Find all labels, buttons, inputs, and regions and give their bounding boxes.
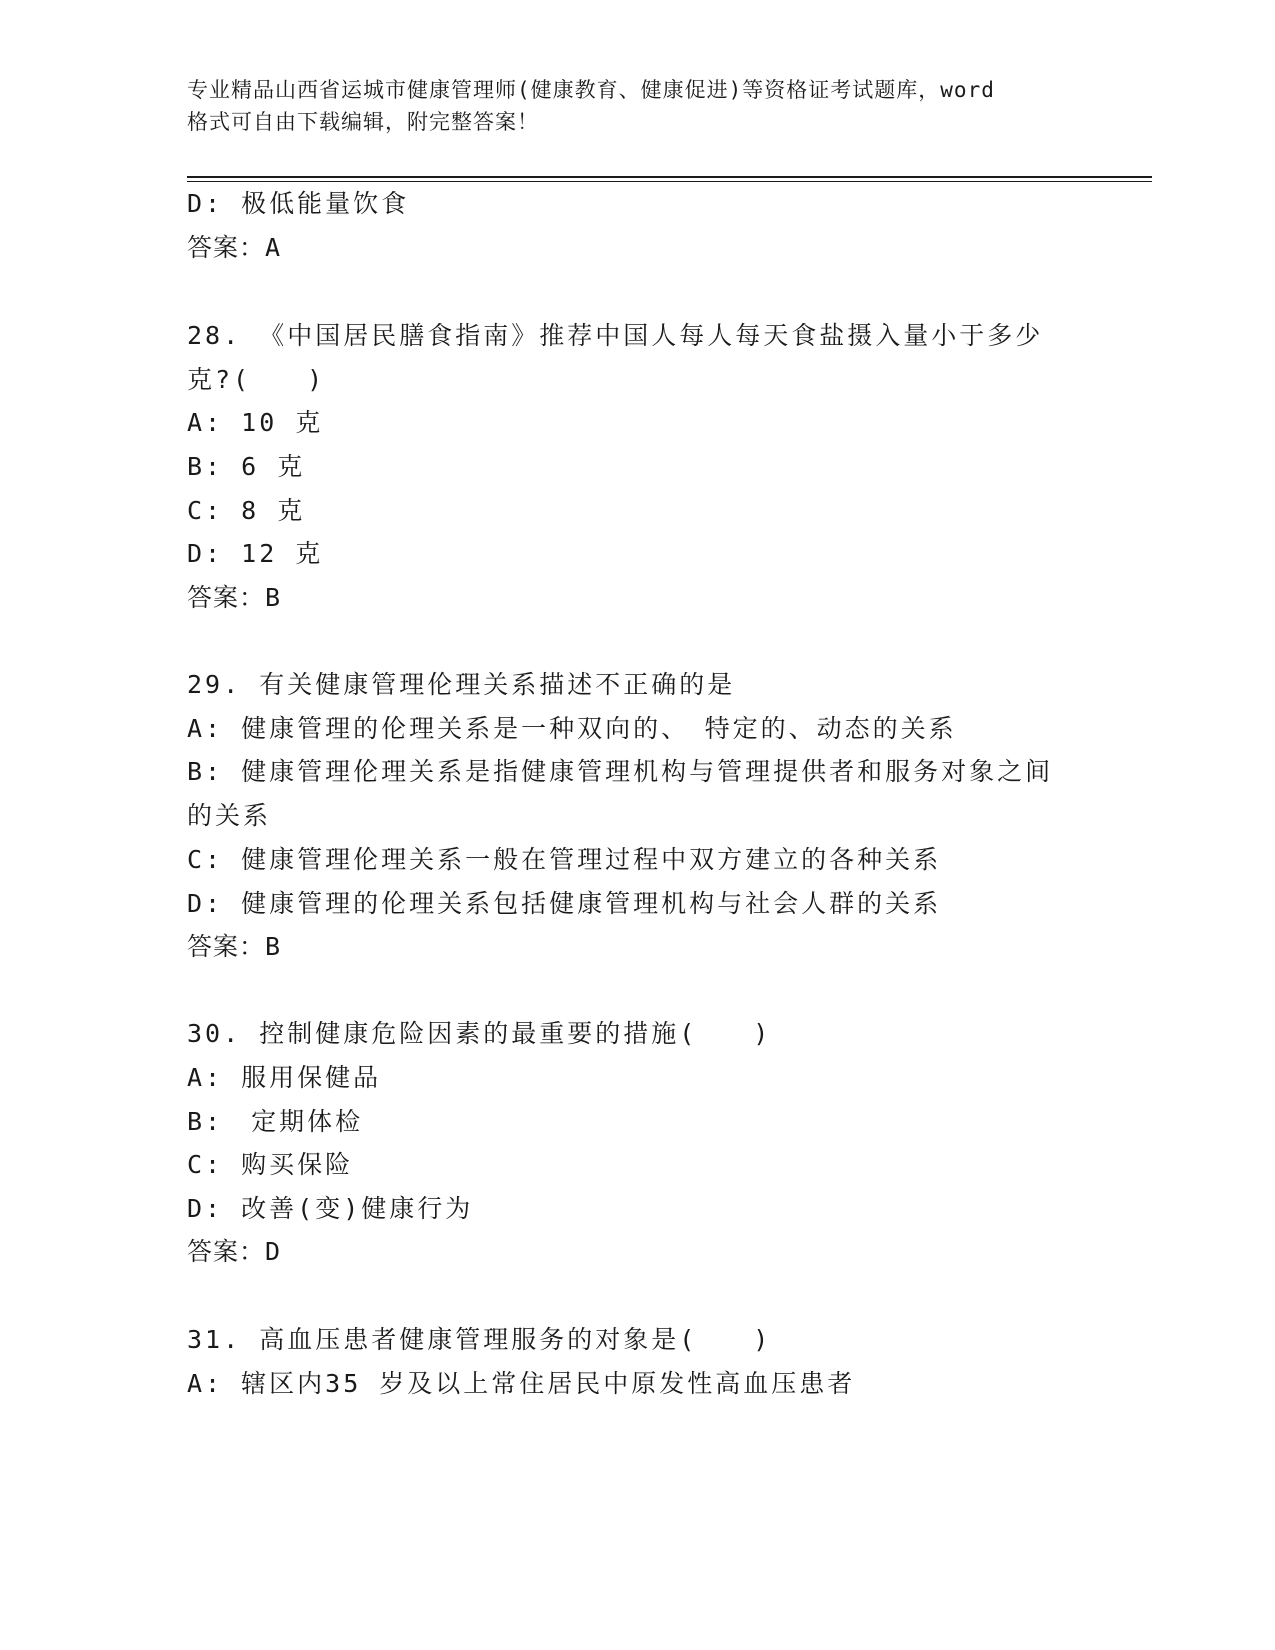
answer-value: B <box>265 583 282 612</box>
question-30-option-c: C: 购买保险 <box>187 1150 354 1179</box>
answer-label: 答案： <box>187 583 266 612</box>
question-28-option-c: C: 8 克 <box>187 496 306 525</box>
header-divider <box>187 176 1152 178</box>
question-28-answer <box>187 580 281 616</box>
answer-value: D <box>265 1237 282 1266</box>
answer-prev <box>187 230 281 266</box>
question-31-option-a: A: 辖区内35 岁及以上常住居民中原发性高血压患者 <box>187 1369 856 1398</box>
answer-label: 答案： <box>187 932 266 961</box>
question-31-stem: 31. 高血压患者健康管理服务的对象是( ) <box>187 1325 772 1354</box>
question-29-option-b: B: 健康管理伦理关系是指健康管理机构与管理提供者和服务对象之间 <box>187 757 1054 786</box>
question-30-option-a: A: 服用保健品 <box>187 1063 382 1092</box>
question-28-stem: 28. 《中国居民膳食指南》推荐中国人每人每天食盐摄入量小于多少 <box>187 321 1044 350</box>
answer-label: 答案： <box>187 233 266 262</box>
question-30-answer <box>187 1234 281 1270</box>
answer-label: 答案： <box>187 1237 266 1266</box>
question-29-option-b-cont: 的关系 <box>187 801 272 830</box>
question-30-option-d: D: 改善(变)健康行为 <box>187 1194 474 1223</box>
question-28-option-a: A: 10 克 <box>187 408 324 437</box>
question-30-option-b: B: 定期体检 <box>187 1107 364 1136</box>
question-29-answer <box>187 929 281 965</box>
header-line-1: 专业精品山西省运城市健康管理师(健康教育、健康促进)等资格证考试题库，word <box>187 78 995 102</box>
answer-value: A <box>265 233 282 262</box>
option-d-prev: D: 极低能量饮食 <box>187 189 410 218</box>
document-header <box>187 74 1087 138</box>
question-28-stem-cont: 克?( ) <box>187 365 326 394</box>
answer-value: B <box>265 932 282 961</box>
question-29-stem: 29. 有关健康管理伦理关系描述不正确的是 <box>187 670 736 699</box>
header-divider-thin <box>187 181 1152 182</box>
question-29-option-d: D: 健康管理的伦理关系包括健康管理机构与社会人群的关系 <box>187 889 942 918</box>
question-30-stem: 30. 控制健康危险因素的最重要的措施( ) <box>187 1019 772 1048</box>
header-line-2: 格式可自由下载编辑，附完整答案！ <box>187 110 539 134</box>
question-29-option-a: A: 健康管理的伦理关系是一种双向的、 特定的、动态的关系 <box>187 714 957 743</box>
question-28-option-b: B: 6 克 <box>187 452 306 481</box>
question-28-option-d: D: 12 克 <box>187 539 324 568</box>
question-29-option-c: C: 健康管理伦理关系一般在管理过程中双方建立的各种关系 <box>187 845 942 874</box>
